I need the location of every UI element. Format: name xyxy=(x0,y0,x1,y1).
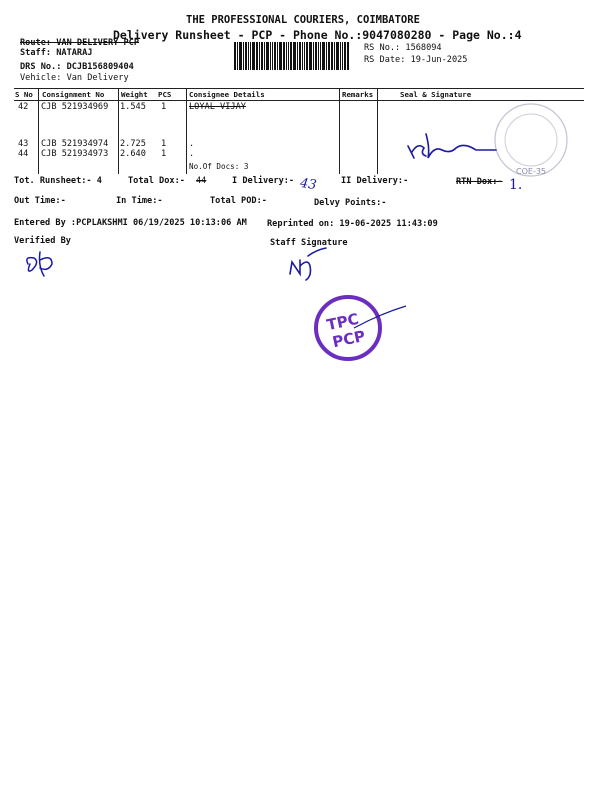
table-row-consignee: . xyxy=(189,139,195,149)
delvy-points: Delvy Points:- xyxy=(314,198,387,208)
staff-label: Staff: NATARAJ xyxy=(20,48,93,58)
verified-by-label: Verified By xyxy=(14,236,71,246)
table-row-pcs: 1 xyxy=(161,139,167,149)
col-header-consignment: Consignment No xyxy=(42,90,105,99)
reprinted-on: Reprinted on: 19-06-2025 11:43:09 xyxy=(267,219,438,229)
route-label: Route: VAN DELIVERY PCP xyxy=(20,38,139,48)
seal-code: COE-35 xyxy=(516,167,547,176)
entered-by: Entered By :PCPLAKSHMI 06/19/2025 10:13:06 AM xyxy=(14,218,247,228)
table-row-consignment: CJB 521934974 xyxy=(41,139,109,149)
col-header-sno: S No xyxy=(15,90,33,99)
company-title: THE PROFESSIONAL COURIERS, COIMBATORE xyxy=(186,14,420,26)
tpc-stamp xyxy=(310,292,410,372)
table-row-sno: 42 xyxy=(18,102,29,112)
total-dox-label: Total Dox:- xyxy=(128,176,185,186)
tot-runsheet: Tot. Runsheet:- 4 xyxy=(14,176,102,186)
rs-number: RS No.: 1568094 xyxy=(364,43,442,53)
barcode xyxy=(234,42,358,70)
table-row-pcs: 1 xyxy=(161,149,167,159)
vehicle-label: Vehicle: Van Delivery xyxy=(20,73,129,83)
stamp-line1: TPC xyxy=(325,309,361,335)
no-of-docs: No.Of Docs: 3 xyxy=(189,162,249,171)
table-row-consignee: LOYAL VIJAY xyxy=(189,102,246,112)
rtn-handwritten: 1. xyxy=(509,177,523,193)
in-time: In Time:- xyxy=(116,196,163,206)
table-row-pcs: 1 xyxy=(161,102,167,112)
table-row-weight: 2.725 xyxy=(120,139,146,149)
i-delivery-label: I Delivery:- xyxy=(232,176,295,186)
col-header-seal: Seal & Signature xyxy=(400,90,472,99)
table-row-sno: 43 xyxy=(18,139,29,149)
drs-number: DRS No.: DCJB156809404 xyxy=(20,62,134,72)
verifier-signature xyxy=(22,248,62,280)
staff-signature xyxy=(286,244,346,284)
table-row-consignee: . xyxy=(189,149,195,159)
staff-signature-label: Staff Signature xyxy=(270,238,348,248)
receiver-signature xyxy=(404,128,504,168)
rtn-dox-label: RTN Dox:- xyxy=(456,177,503,187)
runsheet-title: Delivery Runsheet - PCP - Phone No.:9047080280 - Page No.:4 xyxy=(113,28,522,42)
i-delivery-handwritten: 43 xyxy=(299,175,318,194)
total-pod: Total POD:- xyxy=(210,196,267,206)
total-dox-value: 44 xyxy=(196,176,207,186)
col-header-consignee: Consignee Details xyxy=(189,90,265,99)
table-row-sno: 44 xyxy=(18,149,29,159)
rs-date: RS Date: 19-Jun-2025 xyxy=(364,55,468,65)
ii-delivery-label: II Delivery:- xyxy=(341,176,409,186)
table-row-weight: 2.640 xyxy=(120,149,146,159)
out-time: Out Time:- xyxy=(14,196,66,206)
col-header-pcs: PCS xyxy=(158,90,172,99)
col-header-weight: Weight xyxy=(121,90,148,99)
table-row-weight: 1.545 xyxy=(120,102,146,112)
table-row-consignment: CJB 521934973 xyxy=(41,149,109,159)
col-header-remarks: Remarks xyxy=(342,90,374,99)
table-row-consignment: CJB 521934969 xyxy=(41,102,109,112)
stamp-line2: PCP xyxy=(330,326,367,352)
